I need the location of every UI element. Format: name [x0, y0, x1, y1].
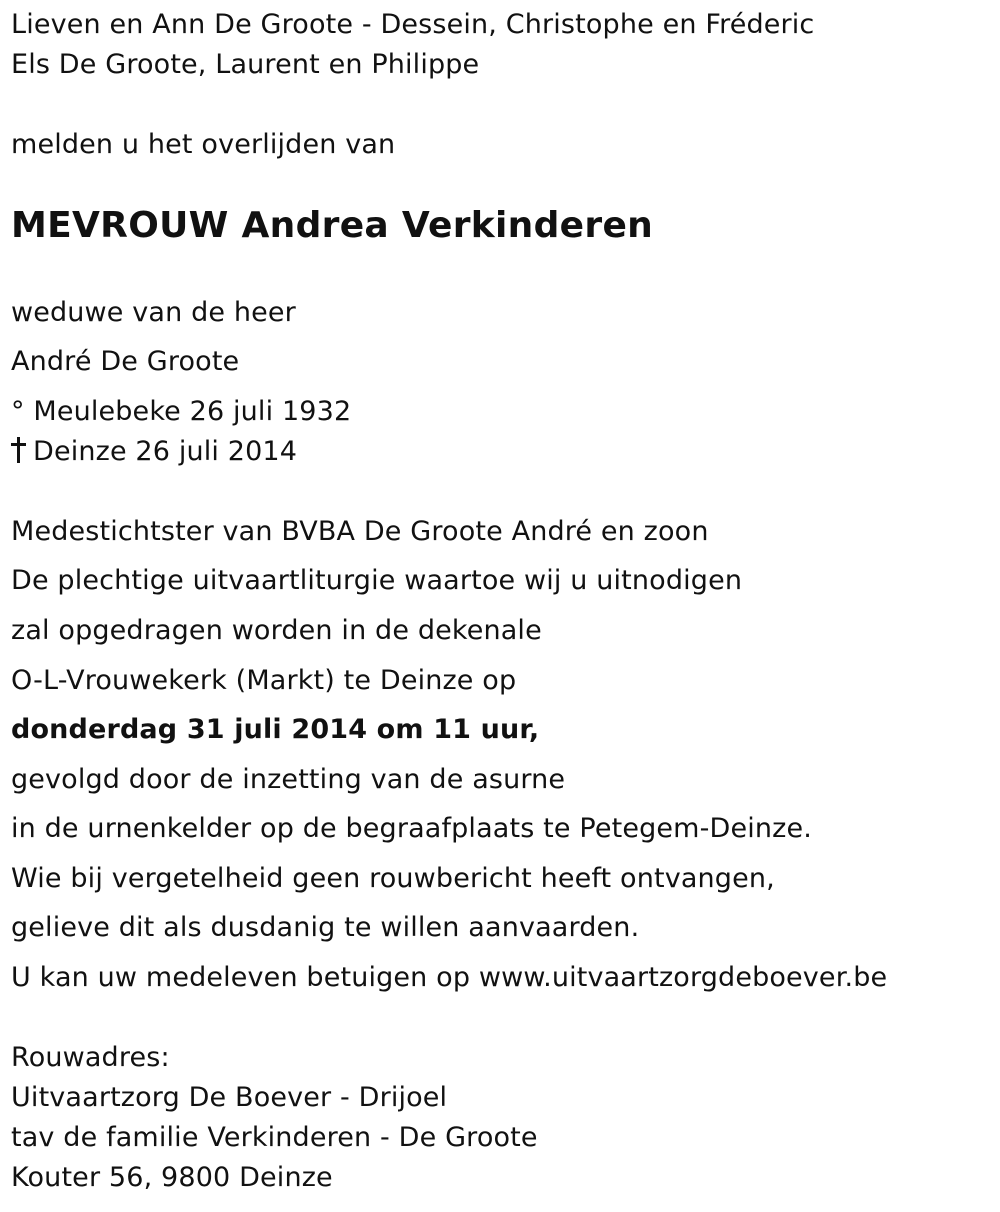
death-text: Deinze 26 juli 2014: [33, 436, 298, 467]
relation: weduwe van de heer: [11, 297, 296, 328]
address-line-2: tav de familie Verkinderen - De Groote: [11, 1122, 538, 1153]
cross-icon: [11, 437, 25, 463]
address-line-3: Kouter 56, 9800 Deinze: [11, 1162, 333, 1193]
address-line-1: Uitvaartzorg De Boever - Drijoel: [11, 1082, 448, 1113]
body-line-3: O-L-Vrouwekerk (Markt) te Deinze op: [11, 665, 517, 696]
body-line-2: zal opgedragen worden in de dekenale: [11, 615, 542, 646]
body-line-7: gelieve dit als dusdanig te willen aanvaarden.: [11, 912, 640, 943]
condolence-line: U kan uw medeleven betuigen op www.uitvaartzorgdeboever.be: [11, 962, 888, 993]
spouse-name: André De Groote: [11, 346, 240, 377]
deceased-name: MEVROUW Andrea Verkinderen: [11, 205, 654, 246]
birth-line: ° Meulebeke 26 juli 1932: [11, 396, 352, 427]
body-line-5: in de urnenkelder op de begraafplaats te Petegem-Deinze.: [11, 813, 812, 844]
death-line: [11, 435, 297, 469]
address-label: Rouwadres:: [11, 1042, 170, 1073]
announcement: melden u het overlijden van: [11, 129, 396, 160]
body-line-6: Wie bij vergetelheid geen rouwbericht heeft ontvangen,: [11, 863, 775, 894]
body-line-1: De plechtige uitvaartliturgie waartoe wij u uitnodigen: [11, 565, 743, 596]
funeral-date: donderdag 31 juli 2014 om 11 uur,: [11, 714, 540, 745]
body-line-4: gevolgd door de inzetting van de asurne: [11, 764, 566, 795]
family-line-2: Els De Groote, Laurent en Philippe: [11, 49, 480, 80]
role-line: Medestichtster van BVBA De Groote André en zoon: [11, 516, 709, 547]
family-line-1: Lieven en Ann De Groote - Dessein, Christophe en Fréderic: [11, 9, 815, 40]
